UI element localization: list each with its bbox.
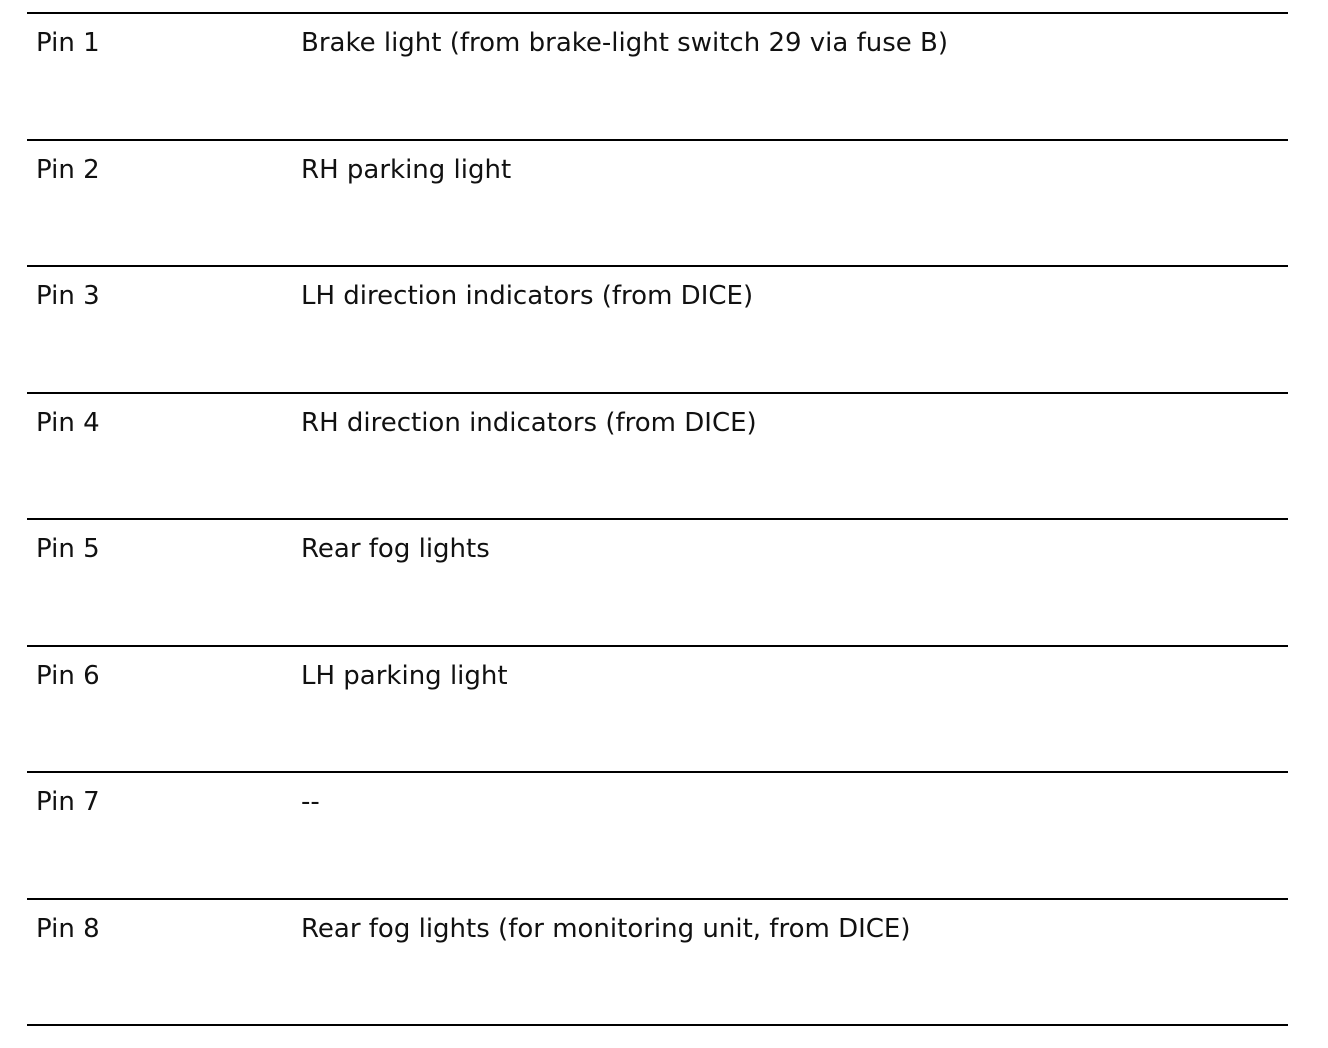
pin-label: Pin 2 (36, 154, 100, 185)
table-row (27, 394, 1288, 521)
pin-description: LH direction indicators (from DICE) (301, 281, 754, 311)
table-row (27, 520, 1288, 647)
pin-description: LH parking light (301, 660, 508, 691)
pin-label: Pin 7 (36, 787, 100, 817)
pin-description: Brake light (from brake-light switch 29 via fuse B) (301, 28, 949, 58)
pin-description: Rear fog lights (301, 534, 490, 564)
pin-label: Pin 6 (36, 660, 100, 691)
pin-description: RH direction indicators (from DICE) (301, 407, 757, 438)
pin-label: Pin 3 (36, 281, 100, 311)
table-row (27, 14, 1288, 141)
table-row (27, 647, 1288, 774)
pin-label: Pin 1 (36, 28, 100, 58)
pin-label: Pin 5 (36, 534, 100, 564)
table-row (27, 267, 1288, 394)
pin-label: Pin 8 (36, 913, 100, 944)
pin-description: RH parking light (301, 154, 512, 185)
table-row (27, 141, 1288, 268)
pin-label: Pin 4 (36, 407, 100, 438)
pin-description: Rear fog lights (for monitoring unit, from DICE) (301, 913, 911, 944)
table-row (27, 900, 1288, 1027)
pin-description: -- (301, 787, 320, 817)
pin-assignment-table (27, 12, 1288, 1026)
table-row (27, 773, 1288, 900)
